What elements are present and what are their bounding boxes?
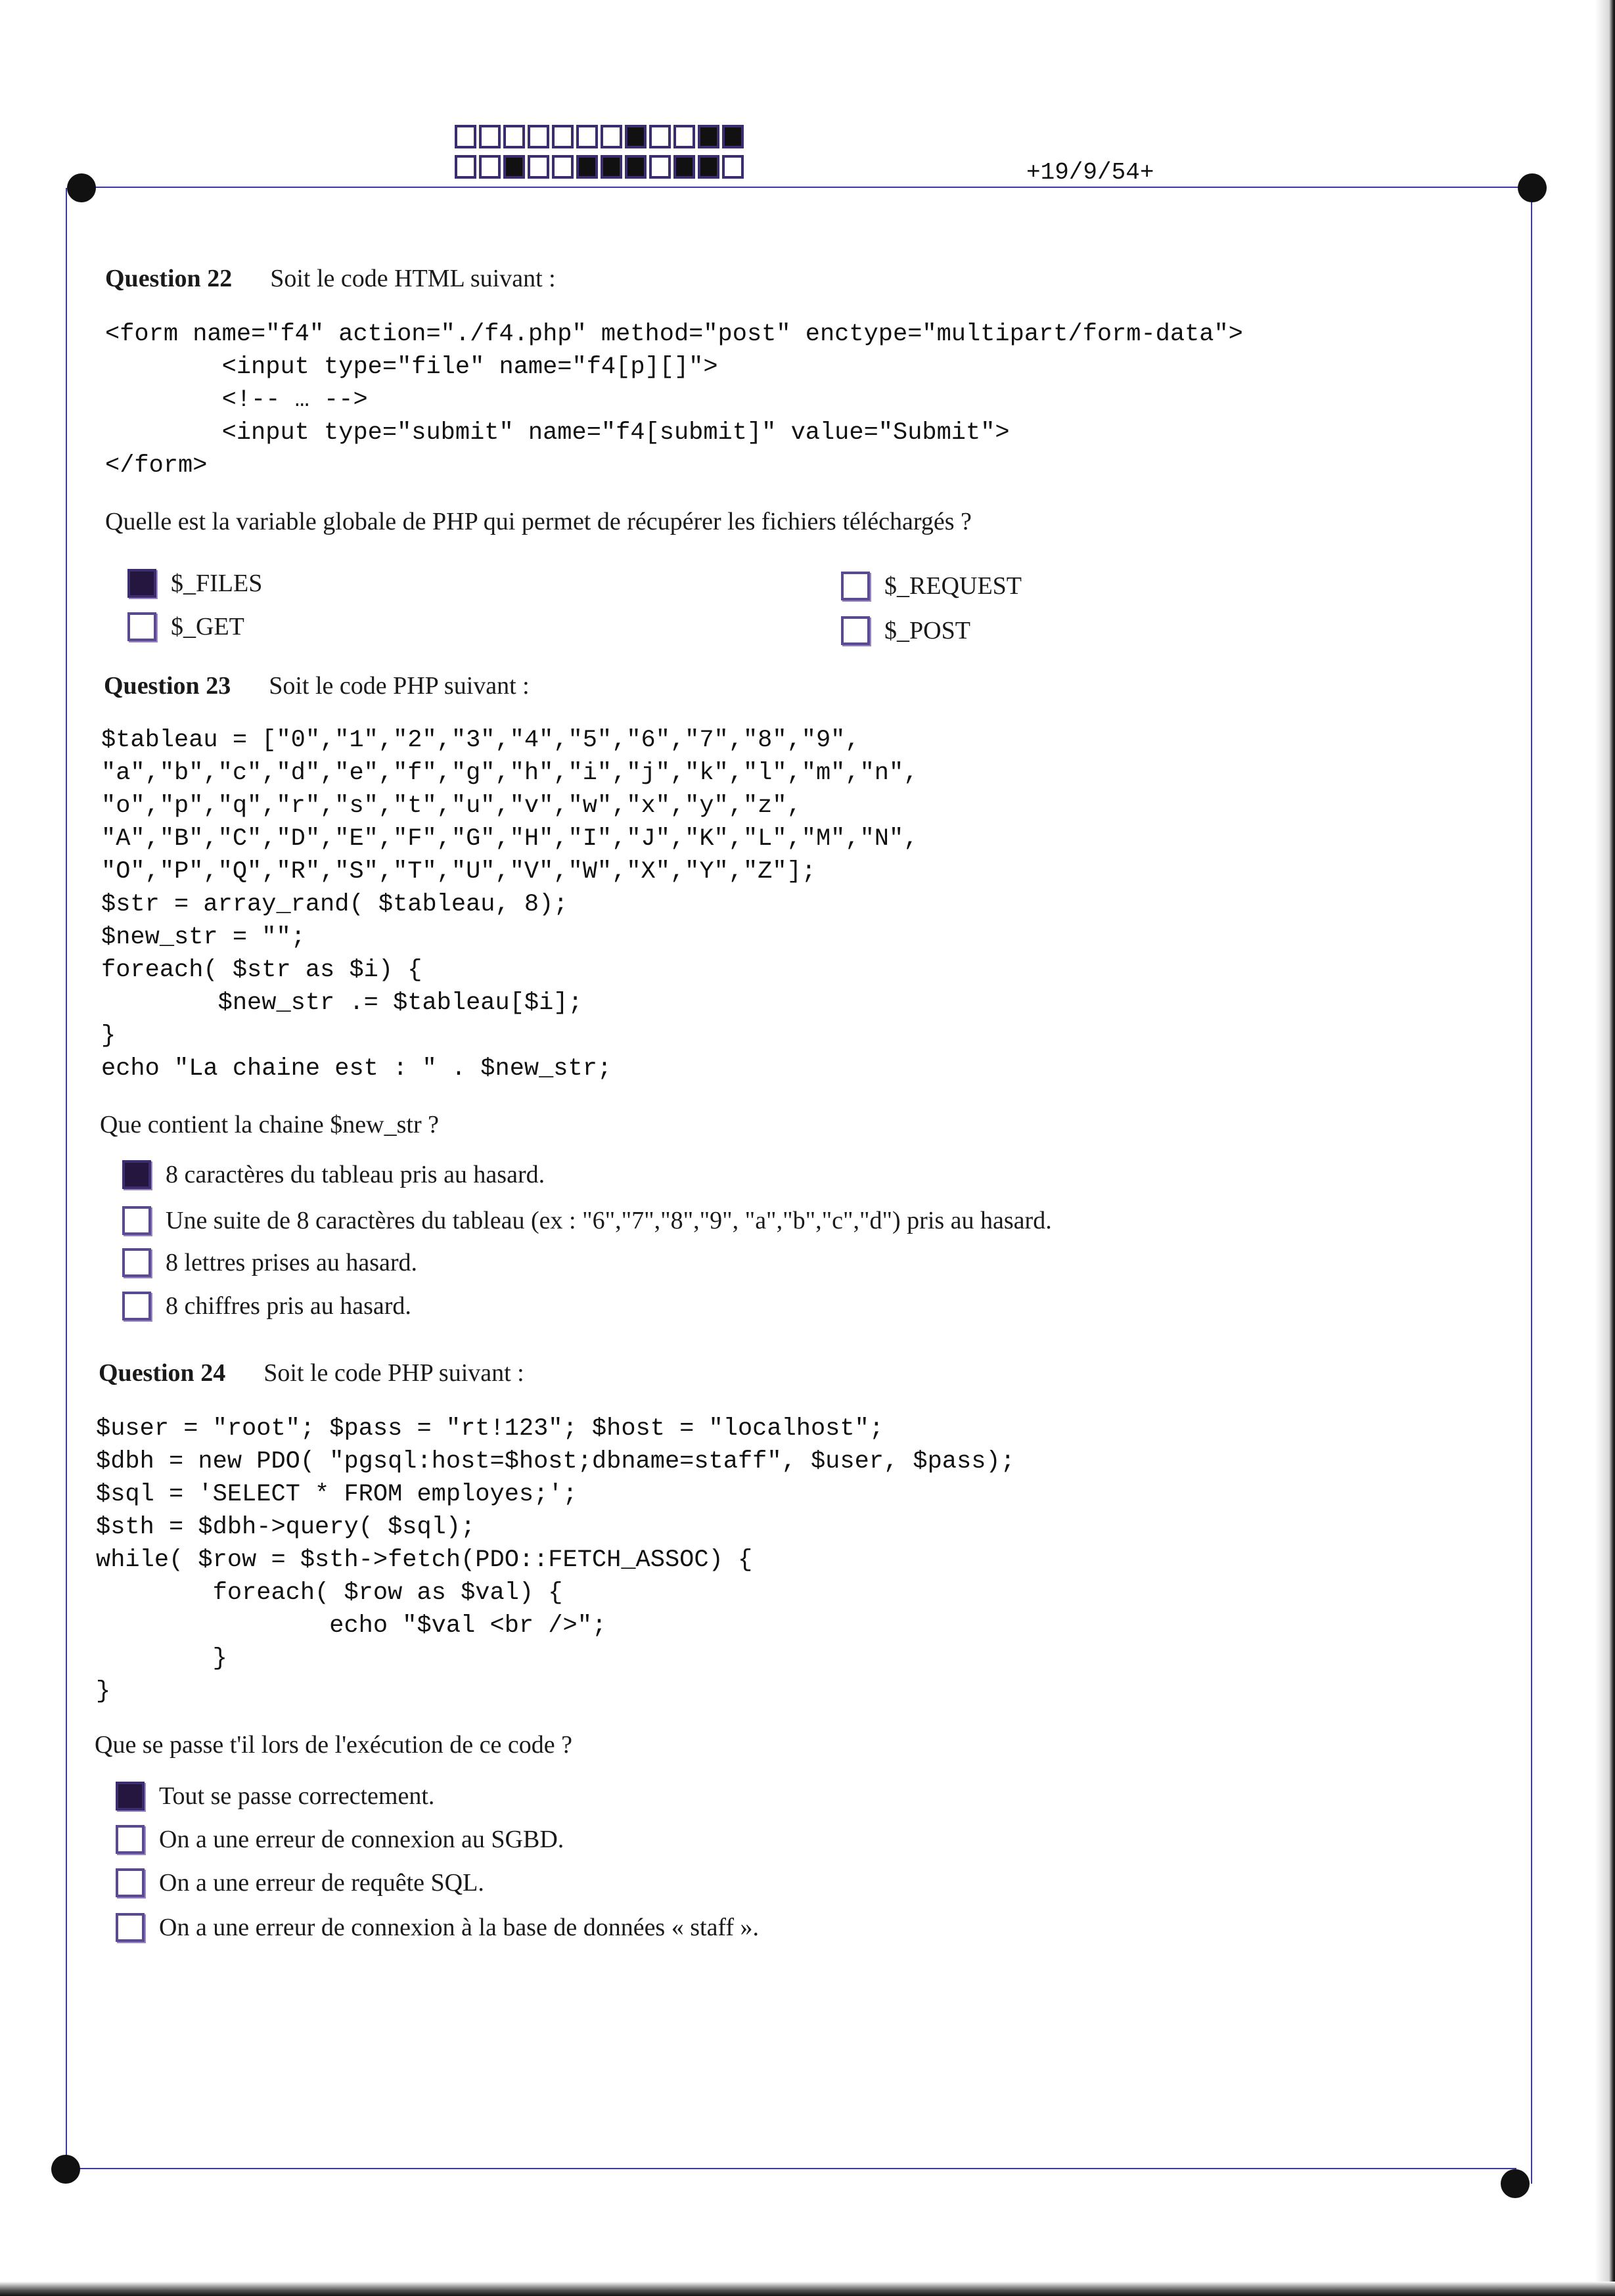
barcode-cell (552, 155, 574, 179)
q23-option-4[interactable] (122, 1292, 411, 1320)
option-label: Tout se passe correctement. (159, 1782, 435, 1810)
option-label: $_GET (171, 613, 244, 641)
checkbox[interactable] (116, 1825, 145, 1854)
q24-option-2[interactable] (116, 1825, 564, 1854)
question-22-prompt: Quelle est la variable globale de PHP qui permet de récupérer les fichiers téléchargés ? (105, 508, 972, 535)
question-intro: Soit le code PHP suivant : (269, 672, 530, 700)
question-number: Question 22 (105, 265, 233, 292)
barcode-cell (576, 155, 598, 179)
option-label: Une suite de 8 caractères du tableau (ex : "6","7","8","9", "a","b","c","d") pris au hasard. (166, 1207, 1052, 1234)
question-24-code: $user = "root"; $pass = "rt!123"; $host = "localhost"; $dbh = new PDO( "pgsql:host=$host;dbname=staff", $user, $pass); $sql = 'SELECT * FROM employes;'; $sth = $dbh->query( $sql); while( $row = $sth->fetch(PDO::FETCH_ASSOC) { foreach( $row as $val) { echo "$val <br />"; } } (96, 1415, 1015, 1705)
barcode-row-1 (455, 125, 744, 148)
option-label: On a une erreur de connexion à la base de données « staff ». (159, 1914, 760, 1941)
q24-option-3[interactable] (116, 1868, 484, 1897)
question-23-heading (104, 671, 530, 700)
q24-option-1[interactable] (116, 1782, 434, 1811)
scan-edge-right (1595, 0, 1615, 2296)
barcode-cell (455, 155, 476, 179)
barcode-cell (528, 155, 549, 179)
option-label: 8 caractères du tableau pris au hasard. (166, 1161, 545, 1188)
barcode-cell (576, 125, 598, 148)
barcode-cell (528, 125, 549, 148)
q22-option-files[interactable] (127, 569, 262, 598)
q23-option-1[interactable] (122, 1160, 545, 1189)
scan-edge-bottom (0, 2282, 1615, 2296)
q23-option-2[interactable] (122, 1206, 1052, 1235)
question-24-heading (99, 1359, 524, 1387)
question-22-code: <form name="f4" action="./f4.php" method="post" enctype="multipart/form-data"> <input type="file" name="f4[p][]"> <!-- … --> <input type="submit" name="f4[submit]" value="Submit"> </form> (105, 321, 1243, 480)
barcode-cell (698, 125, 719, 148)
checkbox[interactable] (122, 1292, 151, 1320)
barcode-cell (649, 125, 671, 148)
barcode-cell (503, 125, 525, 148)
barcode-cell (673, 125, 695, 148)
option-label: $_FILES (171, 570, 263, 597)
barcode-cell (455, 125, 476, 148)
barcode-cell (601, 155, 622, 179)
option-label: $_REQUEST (884, 572, 1022, 600)
checkbox[interactable] (841, 572, 870, 600)
barcode-cell (698, 155, 719, 179)
question-intro: Soit le code PHP suivant : (263, 1359, 524, 1387)
question-24-prompt: Que se passe t'il lors de l'exécution de ce code ? (95, 1731, 572, 1759)
option-label: 8 lettres prises au hasard. (166, 1249, 418, 1276)
frame-bottom-line (64, 2168, 1516, 2169)
checkbox[interactable] (127, 612, 156, 641)
frame-left-line (66, 188, 67, 2169)
frame-right-line (1531, 188, 1532, 2184)
checkbox[interactable] (122, 1248, 151, 1277)
question-number: Question 23 (104, 672, 231, 700)
option-label: 8 chiffres pris au hasard. (166, 1292, 411, 1320)
barcode-cell (673, 155, 695, 179)
q22-option-get[interactable] (127, 612, 244, 641)
question-23-code: $tableau = ["0","1","2","3","4","5","6","7","8","9", "a","b","c","d","e","f","g","h","i","j","k","l","m","n", "o","p","q","r","s","t","u","v","w","x","y","z", "A","B","C","D","E","F","G","H","I","J","K","L","M","N", "O","P","Q","R","S","T","U","V","W","X","Y","Z"]; $str = array_rand( $tableau, 8); $new_str = ""; foreach( $str as $i) { $new_str .= $tableau[$i]; } echo "La chaine est : " . $new_str; (101, 727, 919, 1083)
barcode-cell (722, 125, 744, 148)
barcode-cell (625, 155, 647, 179)
q23-option-3[interactable] (122, 1248, 417, 1277)
checkbox[interactable] (116, 1868, 145, 1897)
barcode-cell (601, 125, 622, 148)
q22-option-post[interactable] (841, 616, 970, 645)
corner-marker-bottom-right (1501, 2169, 1530, 2198)
option-label: On a une erreur de connexion au SGBD. (159, 1826, 564, 1853)
option-label: On a une erreur de requête SQL. (159, 1869, 484, 1897)
barcode-cell (503, 155, 525, 179)
corner-marker-top-left (67, 173, 96, 202)
question-intro: Soit le code HTML suivant : (270, 265, 556, 292)
q22-option-request[interactable] (841, 572, 1022, 600)
frame-top-line (81, 187, 1532, 188)
checkbox[interactable] (122, 1206, 151, 1235)
checkbox[interactable] (127, 569, 156, 598)
page-id: +19/9/54+ (1026, 159, 1154, 186)
question-22-heading (105, 264, 556, 293)
q24-option-4[interactable] (116, 1913, 759, 1942)
checkbox[interactable] (116, 1913, 145, 1942)
barcode-cell (625, 125, 647, 148)
barcode-cell (722, 155, 744, 179)
barcode-cell (649, 155, 671, 179)
checkbox[interactable] (122, 1160, 151, 1189)
barcode-cell (479, 155, 501, 179)
checkbox[interactable] (116, 1782, 145, 1811)
barcode-cell (479, 125, 501, 148)
checkbox[interactable] (841, 616, 870, 645)
barcode-cell (552, 125, 574, 148)
option-label: $_POST (884, 617, 970, 644)
corner-marker-top-right (1518, 173, 1547, 202)
barcode-row-2 (455, 155, 744, 179)
corner-marker-bottom-left (51, 2155, 80, 2184)
question-23-prompt: Que contient la chaine $new_str ? (100, 1111, 439, 1138)
question-number: Question 24 (99, 1359, 226, 1387)
